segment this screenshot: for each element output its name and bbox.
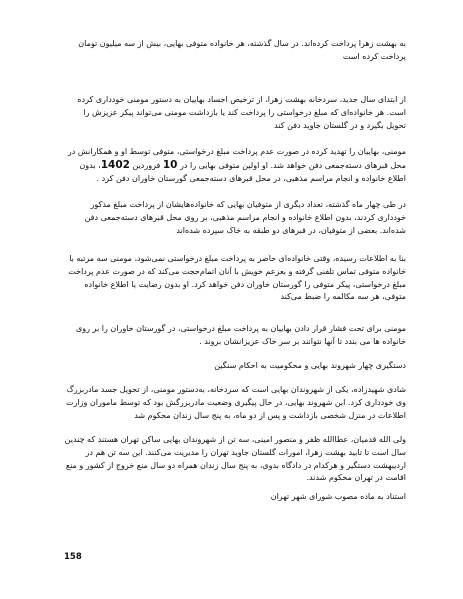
paragraph-3 — [64, 146, 406, 185]
paragraph-6: مومنی برای تحت فشار قرار دادن بهاییان به پرداخت مبلغ درخواستی، در گورستان خاوران را بر روی خانواده ها می بندد تا آنها نتوانند بر سر خاک عزیزانشان بروند . — [76, 324, 406, 346]
date-month: فروردین — [129, 160, 163, 170]
paragraph-3-text-before: مومنی، بهاییان را تهدید کرده در صورت عدم پرداخت مبلغ درخواستی، متوفی توسط او و همکارانش در محل قبرهای دسته‌جمعی دفن خواهد شد. او اولین متوفی بهایی را در — [67, 147, 406, 170]
paragraph-1: به بهشت زهرا پرداخت کرده‌اند. در سال گذشته، هر خانواده متوفی بهایی، بیش از سه میلیون تومان پرداخت کرده است — [78, 39, 406, 61]
date-day: 10 — [162, 158, 178, 171]
paragraph-2: از ابتدای سال جدید، سردخانه بهشت زهرا، از ترخیص اجساد بهاییان به دستور مومنی خودداری کرده است. هر خانواده‌ای که مبلغ درخواستی را پرداخت کند یا بازداشت مومنی می‌تواند پیکر عزیزش را تحویل بگیرد و در گلستان جاوید دفن کند — [77, 95, 406, 130]
section-heading: دستگیری چهار شهروند بهایی و محکومیت به احکام سنگین — [214, 361, 406, 370]
paragraph-4: در طی چهار ماه گذشته، تعداد دیگری از متوفیان بهایی که خانواده‌هایشان از پرداخت مبلغ مذکور خودداری کردند، بدون اطلاع خانواده و انجام مراسم مذهبی، بر روی محل قبرهای دسته‌جمعی دفن شده‌اند. بعضی از متوفیان، در قبرهای دو طبقه به خاک سپرده شده‌اند — [84, 200, 406, 235]
paragraph-9: ولی الله قدمیان، عطاالله ظفر و منصور امینی، سه تن از شهروندان بهایی ساکن تهران هستند که چندین سال است تا تابید بهشت زهرا، امورات گلستان جاوید تهران را مدیریت می‌کنند. این سه تن هم در اردیبهشت دستگیر و هرکدام در دادگاه بدوی، به پنج سال زندان همراه دو سال منع خروج از کشور و منع اقامت در تهران محکوم شدند. — [64, 435, 406, 483]
paragraph-5: بنا به اطلاعات رسیده، وقتی خانواده‌ای حاضر به پرداخت مبلغ درخواستی نمی‌شود، مومنی سه مرتبه با خانواده متوفی تماس تلفنی گرفته و بعز‌عم خویش با آنان اتمام‌حجت می‌کند که در صورت عدم پرداخت مبلغ درخواستی، پیکر متوفی را گورستان خاوران دفن خواهد کرد. او بدون رضایت یا اطلاع خانواده متوفی، هر سه مکالمه را ضبط می‌کند — [68, 254, 406, 302]
page-number: 158 — [64, 552, 82, 562]
date-year: 1402 — [100, 158, 130, 171]
paragraph-3-text-after: ، بدون اطلاع خانواده و انجام مراسم مذهبی، در محل قبرهای دسته‌جمعی گورستان خاوران دفن کرد . — [79, 160, 406, 183]
paragraph-10: استناد به ماده مصوب شورای شهر تهران — [270, 492, 406, 501]
paragraph-8: شادی شهیدزاده، یکی از شهروندان بهایی است که سردخانه، به‌دستور مومنی، از تحویل جسد مادربزرگ وی خودداری کرد. این شهروند بهایی، در حال پیگیری وضعیت مادربزرگش بود که توسط ماموران وزارت اطلاعات در منزل شخصی بازداشت و پس از دو ماه، به پنج سال زندان محکوم شد — [66, 385, 406, 420]
